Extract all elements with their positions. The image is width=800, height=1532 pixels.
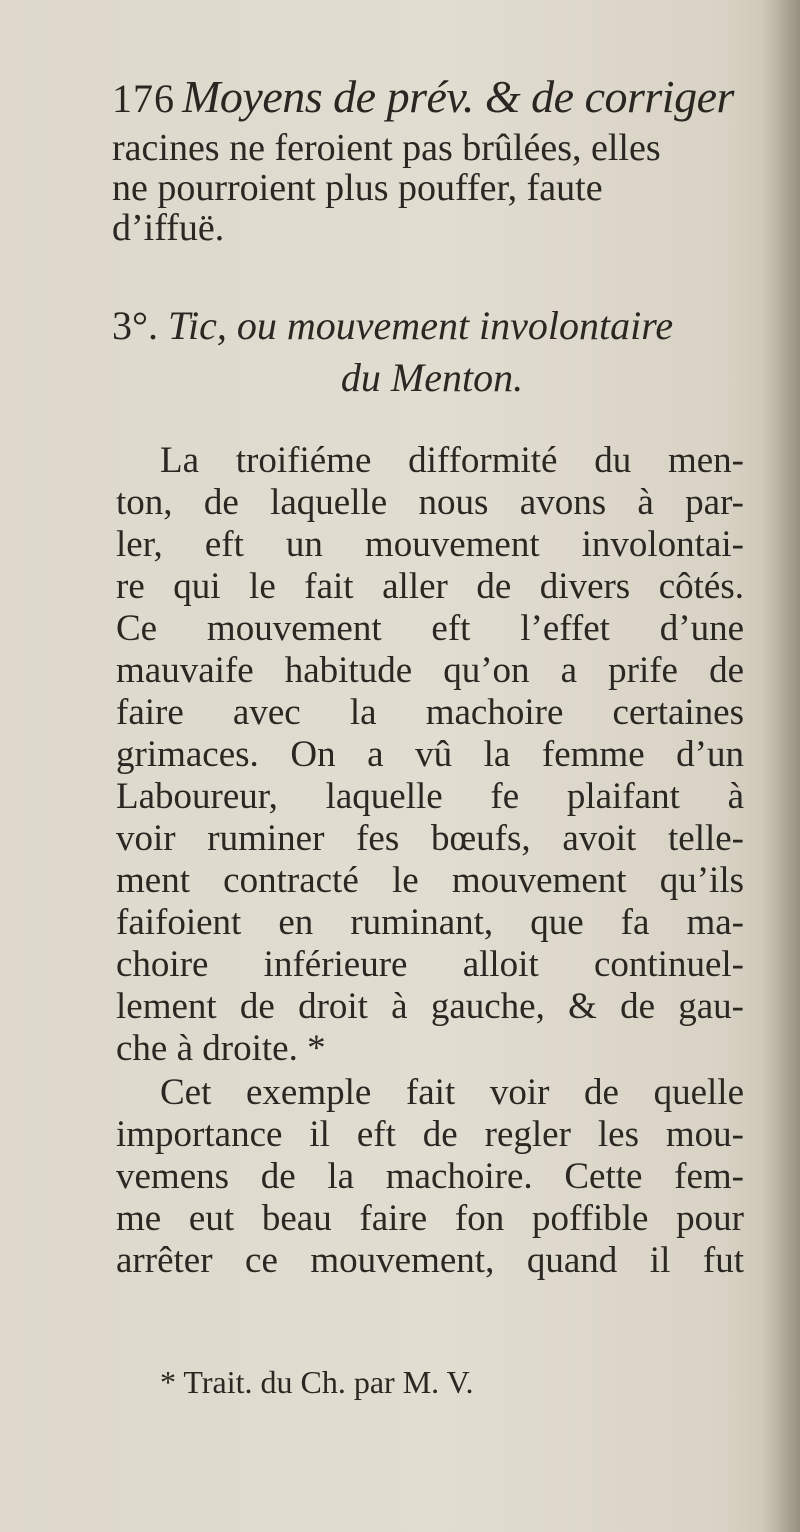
text-line: ler, eft un mouvement involontai- bbox=[116, 524, 744, 565]
section-title: Tic, ou mouvement involontaire bbox=[168, 303, 674, 348]
text-line: Laboureur, laquelle fe plaifant à bbox=[116, 776, 744, 817]
page-number: 176 bbox=[112, 76, 175, 121]
text-line: lement de droit à gauche, & de gau- bbox=[116, 986, 744, 1027]
text-line: voir ruminer fes bœufs, avoit telle- bbox=[116, 818, 744, 859]
text-line: vemens de la machoire. Cette fem- bbox=[116, 1156, 744, 1197]
text-line: importance il eft de regler les mou- bbox=[116, 1114, 744, 1155]
text-line: d’iffuë. bbox=[112, 207, 225, 249]
page-gutter-shadow bbox=[762, 0, 800, 1532]
running-title: Moyens de prév. & de corriger bbox=[182, 71, 734, 122]
body-text bbox=[116, 440, 744, 1282]
text-line: me eut beau faire fon poffible pour bbox=[116, 1198, 744, 1239]
section-heading bbox=[112, 300, 752, 404]
text-line: re qui le fait aller de divers côtés. bbox=[116, 566, 744, 607]
text-line: Cet exemple fait voir de quelle bbox=[160, 1072, 744, 1113]
section-heading-line-2: du Menton. bbox=[340, 355, 524, 400]
text-line: che à droite. * bbox=[116, 1028, 326, 1069]
text-line: La troifiéme difformité du men- bbox=[160, 440, 744, 481]
text-line: ton, de laquelle nous avons à par- bbox=[116, 482, 744, 523]
text-line: ne pourroient plus pouffer, faute bbox=[112, 167, 603, 209]
text-line: faire avec la machoire certaines bbox=[116, 692, 744, 733]
text-line: grimaces. On a vû la femme d’un bbox=[116, 734, 744, 775]
text-line: ment contracté le mouvement qu’ils bbox=[116, 860, 744, 901]
text-line: arrêter ce mouvement, quand il fut bbox=[116, 1240, 744, 1281]
text-line: mauvaife habitude qu’on a prife de bbox=[116, 650, 744, 691]
section-heading-line-1 bbox=[112, 300, 752, 352]
carryover-text bbox=[112, 128, 752, 248]
section-number: 3°. bbox=[112, 303, 158, 348]
footnote: * Trait. du Ch. par M. V. bbox=[160, 1364, 474, 1400]
text-line: Ce mouvement eft l’effet d’une bbox=[116, 608, 744, 649]
text-line: racines ne feroient pas brûlées, elles bbox=[112, 127, 661, 169]
text-line: faifoient en ruminant, que fa ma- bbox=[116, 902, 744, 943]
text-line: choire inférieure alloit continuel- bbox=[116, 944, 744, 985]
